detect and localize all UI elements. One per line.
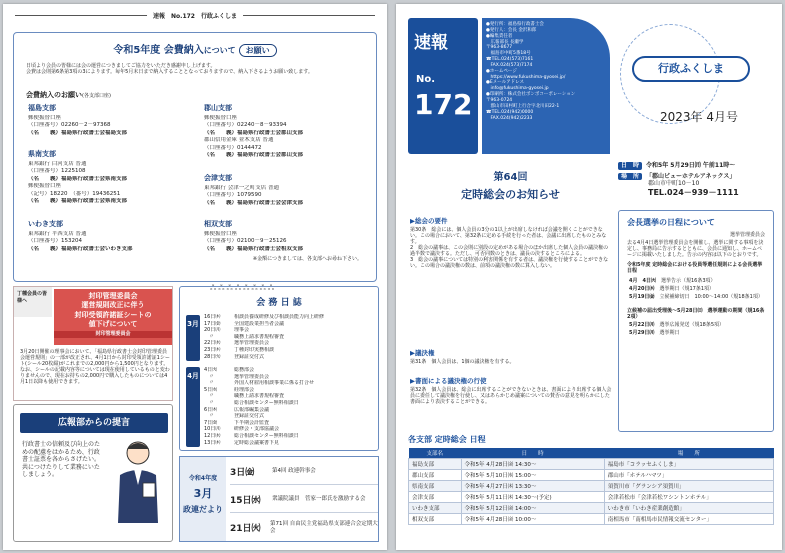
list-item: 5日㈬ 経理部会 (204, 386, 255, 393)
right-page (396, 4, 782, 550)
list-item: 22日㈬ 選挙管理委員会 (204, 340, 270, 347)
list-item: 15日㈬ 衆議院議員 菅家一郎氏を激励する会 (230, 486, 378, 513)
table-row: 福島支部 令和5年 4月28日㈮ 14:30～ 福島市「コラッセふくしま」 (409, 459, 774, 470)
list-item: 12日㈬ 総合相談センター無料相談日 (204, 432, 299, 439)
list-item: 〃 総合相談センター無料相談日 (204, 399, 299, 406)
list-item: 〃 職務上請求書規程審査 (204, 393, 285, 400)
issue-date: 2023年 4月号 (660, 110, 738, 124)
meeting-details: 日 時 令和5年 5月29日㈪ 午前11時～ 場 所 「郡山ビューホテルアネックス」 郡山市中町10－10 TEL.024－939－1111 (618, 162, 774, 198)
table-row: 会津支部 令和5年 5月11日㈭ 14:30～(予定) 会津若松市「会津若松ワシントンホテル」 (409, 492, 774, 503)
election-schedule: 会長選挙の日程について 選挙管理委員会 去る4月4日選挙管理委員会を開催し、選挙に関する事項を決定し、事務局に告示するとともに、会員に通知し、ホームページに掲載いたしました。告示の内容は以下のとおりです。 令和5年度 定時総会における役員等選任規則による会長選挙日程 4月 4日㈫ 選挙告示（規16条3項） 4月20日㈭ 選挙期日（規17条1項） 5月19日㈮ 立候補締切日 10:00～14:00（規18条1項） 立候補の届出受理後～5月28日㈰ 選挙運動の期間（規16条2項） 5月22日㈪ 選挙広報発送（規18条5項） 5月29日㈪ 選挙期日 (618, 210, 774, 432)
seal-body: 3月20日開催の理事会において、「福島県行政書士会封印管理委員会運営規則」の一部が改正され、4月1日から封印受領許諾証1シート(シール20枚綴)がこれまでの2,000円から1,500円となります。なお、シールの記載内容等については現在使用しているものと変わりませんので、現在お持ちの2,000円で購入したものについては4月1日以降も使用できます。 (20, 349, 170, 385)
issue-no-label: No. (416, 74, 436, 85)
list-item: 21日㈫ 第71回 自由民主党福島県支部連合会定期大会 (230, 520, 378, 534)
march-events (204, 314, 376, 360)
meeting-title-block: 第64回 定時総会のお知らせ (461, 172, 560, 201)
branch-aizu: 会津支部 東邦銀行 会津一之町支店 普通 （口座番号）1079590 （名 義）福島県行政書士会会津支部 (204, 174, 304, 206)
league-label: 令和4年度 3月 政連だより (180, 457, 226, 541)
branch-kennan: 県南支部 東邦銀行 白河支店 普通 （口座番号）1225108 （名 義）福島県行政書士会県南支部 郵便振替口座 （記号）18220 （番号）19436251 （名 義）福島県行政書士会県南支部 (28, 150, 128, 205)
month-march: 3月 (186, 315, 200, 361)
branch-fukushima: 福島支部 郵便振替口座 （口座番号）02260－2－97368 （名 義）福島県行政書士会福島支部 (28, 104, 128, 136)
list-item: 3日㈮ 第4回 政連幹事会 (230, 458, 378, 485)
date-tag: 日 時 (618, 162, 642, 170)
branch-iwaki: いわき支部 東邦銀行 平西支店 普通 （口座番号）153204 （名 義）福島県行政書士会いわき支部 (28, 220, 133, 252)
binder-rings: ஃஃஃஃஃஃஃஃ (210, 283, 277, 292)
branch-soso: 相双支部 郵便振替口座 （口座番号）02100－9－25126 （名 義）福島県行政書士会相双支部 (204, 220, 304, 252)
list-item: 5月22日㈪ 選挙広報発送（規18条5項） (629, 322, 724, 328)
person-illustration (110, 435, 166, 525)
political-league-news (179, 456, 379, 542)
list-item: 6日㈭ 広報部編集会議 (204, 406, 270, 413)
table-row: いわき支部 令和5年 5月12日㈮ 14:00～ いわき市「いわき産業創造館」 (409, 503, 774, 514)
list-item: 4月20日㈭ 選挙期日（規17条1項） (629, 286, 714, 292)
calendar (179, 283, 379, 451)
article-voting-rights: ▶議決権 第31条 個人会員は、1個の議決権を有する。 (410, 349, 515, 365)
seal-notice (13, 286, 173, 401)
list-item: 〃 職務上請求書規程審査 (204, 333, 285, 340)
list-item: 17日㈮ 全国建設業担当者会議 (204, 320, 285, 327)
list-item: 28日㈫ 登録証交付式 (204, 353, 265, 360)
dues-footnote: ※金額につきましては、各支部へお尋ね下さい。 (252, 256, 362, 262)
april-events (204, 367, 376, 446)
article-written-vote: ▶書面による議決権の行使 第32条 個人会員は、総会に出席することができないときは、書面により出席する個人会員に委任して議決権を行使し、又はあらかじめ議案についての賛否の意見を明らかにした書面により表決することができる。 (410, 377, 612, 405)
newsletter-title: 行政ふくしま (632, 56, 750, 82)
bulletin-block (408, 18, 478, 154)
publisher-info: ●発行所：福島県行政書士会 ●発行人：会長 金沢和郎 ●編集責任者 広報部長 長瀬学 〒963-8677 福島市中町5番18号 ☎TEL.024(573)7161 FAX.024(573)7174 ●ホームページ https://www.fukushima-gyosei.jp/ ●Eメールアドレス info@fukushima-gyosei.jp ●印刷所：株式会社ボンボコーポレーション 〒963-0724 郡山市田村町上行合字北川田22-1 ☎TEL.024(942)0000 FAX.024(942)2233 (482, 18, 610, 154)
table-row: 相双支部 令和5年 4月28日㈮ 10:00～ 南相馬市「南相馬市民情報交流センター」 (409, 514, 774, 525)
table-row: 県南支部 令和5年 4月27日㈭ 13:30～ 須賀川市「グランシア須賀川」 (409, 481, 774, 492)
dues-title: 令和5年度 会費納入について お願い (14, 41, 376, 57)
request-pill: お願い (239, 44, 277, 57)
list-item: 23日㈭ 丁種封印実務相談 (204, 346, 275, 353)
dues-notice (13, 32, 377, 282)
page-header: 速報 No.172 行政ふくしま (15, 15, 375, 25)
place-tag: 場 所 (618, 173, 642, 181)
list-item: 〃 外国人材雇用相談事業に係る打合せ (204, 380, 315, 387)
list-item: 20日㈪ 理事会 (204, 327, 250, 334)
left-page (3, 4, 387, 550)
seal-audience: 丁種会員の皆様へ (14, 287, 52, 317)
dues-intro: 日頃より会員の皆様には会の運営につきましてご協力をいただき感謝申し上げます。 会費は会則第6条第3項の3によります。毎年5月末日まで納入することとなっておりますので、納入下さるようお願い致します。 (26, 63, 313, 75)
list-item: 10日㈪ 研修会・支部協議会 (204, 426, 280, 433)
article-quorum: ▶総会の要件 第30条 総会には、個人会員の3分の1以上が出席しなければ会議を開くことができない。この場合において、第32条に定める手続を行った者は、会議に出席したものとみなす。 2 総会の議事は、この会則に別段の定めがある場合のほか出席した個人会員の議決権の過半数で議決する。ただし、可否同数のときは、議長の決するところによる。 3 総会の議事については特別の利害関係を有する者は、議決権を行使することができない。この場合の議決権の数は、前項の議決権の数に算入しない。 (410, 217, 609, 269)
list-item: 4日㈫ 総務部会 (204, 367, 255, 373)
list-item: 5月29日㈪ 選挙期日 (629, 330, 680, 336)
list-item: 5月19日㈮ 立候補締切日 10:00～14:00（規18条1項） (629, 294, 763, 300)
list-item: 13日㈭ 定時総会議案書下見 (204, 439, 280, 446)
bulletin-label: 速報 (414, 33, 448, 53)
list-item: 16日㈭ 相談員養成研修及び相談員能力向上研修 (204, 314, 325, 320)
list-item: 〃 選挙管理委員会 (204, 373, 270, 380)
list-item: 〃 登録証交付式 (204, 413, 265, 420)
calendar-title: 会 務 日 誌 (256, 298, 302, 308)
dues-subtitle: 会費納入のお願い(各支部口座) (26, 91, 111, 99)
issue-number: 172 (414, 88, 473, 121)
proposal-box (13, 404, 173, 542)
month-april: 4月 (186, 367, 200, 447)
branch-koriyama: 郡山支部 郵便振替口座 （口座番号）02240－8－93394 （名 義）福島県行政書士会郡山支部 郡山信用金庫 並木支店 普通 （口座番号）0144472 （名 義）福島県行政書士会郡山支部 (204, 104, 304, 159)
table-row: 郡山支部 令和5年 5月10日㈬ 15:00～ 郡山市「ホテルハマツ」 (409, 470, 774, 481)
list-item: 4月 4日㈫ 選挙告示（規16条3項） (629, 278, 716, 284)
branch-meeting-schedule: 各支部 定時総会 日程 支部名 日 時 場 所 福島支部 令和5年 4月28日㈮ 14:30～ 福島市「コラッセふくしま」 郡山支部 令和5年 5月10日㈬ 15:00～ 郡山市「ホテルハマツ」 県南支部 令和5年 4月27日㈭ 13:30～ 須賀川市「グランシア須賀川」 会津支部 令和5年 5月11日㈭ 14:30～(予定) 会津若松市「会津若松ワシントンホテル」 いわき支部 令和5年 5月12日㈮ 14:00～ いわき市「いわき産業創造館」 相双支部 令和5年 4月28日㈮ 10:00～ 南相馬市「南相馬市民情報交流センター」 (408, 434, 774, 525)
proposal-title: 広報部からの提言 (20, 413, 168, 433)
schedule-table: 支部名 日 時 場 所 福島支部 令和5年 4月28日㈮ 14:30～ 福島市「コラッセふくしま」 郡山支部 令和5年 5月10日㈬ 15:00～ 郡山市「ホテルハマツ」 県南支部 令和5年 4月27日㈭ 13:30～ 須賀川市「グランシア須賀川」 会津支部 令和5年 5月11日㈭ 14:30～(予定) 会津若松市「会津若松ワシントンホテル」 いわき支部 令和5年 5月12日㈮ 14:00～ いわき市「いわき産業創造館」 相双支部 令和5年 4月28日㈮ 10:00～ 南相馬市「南相馬市民情報交流センター」 (408, 448, 774, 525)
seal-headline: 封印管理委員会 運営規則改正に伴う 封印受領許諾証シートの 値下げについて 封印管理委員会 (54, 289, 172, 345)
list-item: 7日㈮ 下半期会計監査 (204, 419, 270, 426)
proposal-body: 行政書士の信頼及び向上のための配慮をはかるため、行政書士証票を各からさげたい。共につけたりして業務にいたしましょう。 (22, 441, 101, 478)
